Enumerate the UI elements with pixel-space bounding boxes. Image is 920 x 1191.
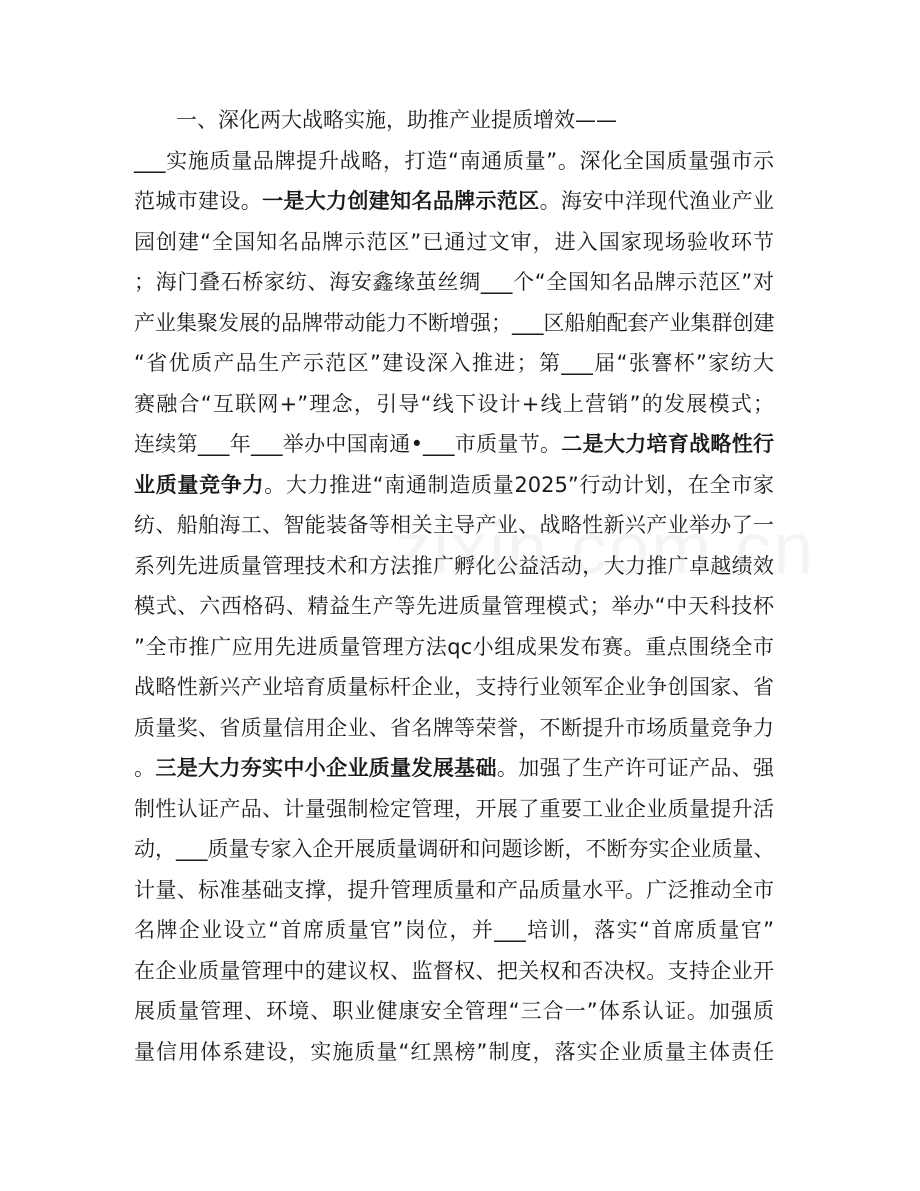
paragraph-line xyxy=(134,708,774,749)
paragraph-line xyxy=(134,222,774,263)
text-segment: 产业集聚发展的品牌带动能力不断增强；___区船舶配套产业集群创建 xyxy=(134,310,775,335)
paragraph-line xyxy=(134,627,774,668)
paragraph-line xyxy=(134,951,774,992)
paragraph-line xyxy=(134,303,774,344)
text-segment: 系列先进质量管理技术和方法推广孵化公益活动，大力推广卓越绩效 xyxy=(134,553,774,578)
text-segment: 量信用体系建设，实施质量“红黑榜”制度，落实企业质量主体责任 xyxy=(134,1039,774,1064)
paragraph-line xyxy=(134,667,774,708)
bold-text-segment: 业质量竞争力 xyxy=(134,472,265,497)
paragraph-line xyxy=(134,748,774,789)
text-segment: 连续第___年___举办中国南通•___市质量节。 xyxy=(134,432,562,456)
text-segment: 在企业质量管理中的建议权、监督权、把关权和否决权。支持企业开 xyxy=(134,958,774,983)
paragraph-line xyxy=(134,465,774,506)
bold-text-segment: 二是大力培育战略性行 xyxy=(561,432,774,456)
text-segment: ___实施质量品牌提升战略，打造“南通质量”。深化全国质量强市示 xyxy=(134,148,774,173)
text-segment: 。 xyxy=(134,756,156,780)
paragraph-line xyxy=(134,546,774,587)
section-heading-line xyxy=(134,100,774,141)
text-segment: ；海门叠石桥家纺、海安鑫缘茧丝绸___个“全国知名品牌示范区”对 xyxy=(134,270,774,294)
text-segment: ”全市推广应用先进质量管理方法qc小组成果发布赛。重点围绕全市 xyxy=(134,634,774,659)
text-segment: 展质量管理、环境、职业健康安全管理“三合一”体系认证。加强质 xyxy=(134,999,774,1023)
text-segment: 。海安中洋现代渔业产业 xyxy=(539,189,775,213)
text-segment: 战略性新兴产业培育质量标杆企业，支持行业领军企业争创国家、省 xyxy=(134,675,774,699)
paragraph-line xyxy=(134,384,774,425)
text-segment: 动，___质量专家入企开展质量调研和问题诊断，不断夯实企业质量、 xyxy=(134,837,775,861)
text-segment: 纺、船舶海工、智能装备等相关主导产业、战略性新兴产业举办了一 xyxy=(134,513,774,537)
paragraph-line xyxy=(134,910,774,951)
paragraph-line xyxy=(134,991,774,1032)
bold-text-segment: 一是大力创建知名品牌示范区 xyxy=(262,189,540,213)
paragraph-line xyxy=(134,1032,774,1073)
text-segment: 范城市建设。 xyxy=(134,189,263,213)
paragraph-line xyxy=(134,424,774,465)
paragraph-line xyxy=(134,789,774,830)
text-segment: 质量奖、省质量信用企业、省名牌等荣誉，不断提升市场质量竞争力 xyxy=(134,715,774,740)
text-segment: 一、深化两大战略实施，助推产业提质增效—— xyxy=(176,108,617,132)
paragraph-line xyxy=(134,262,774,303)
text-segment: 园创建“全国知名品牌示范区”已通过文审，进入国家现场验收环节 xyxy=(134,229,774,254)
text-segment: 名牌企业设立“首席质量官”岗位，并___培训，落实“首席质量官” xyxy=(134,918,774,942)
text-segment: 模式、六西格码、精益生产等先进质量管理模式；举办“中天科技杯 xyxy=(134,594,774,618)
paragraph-line xyxy=(134,505,774,546)
paragraph-line xyxy=(134,870,774,911)
text-segment: 。大力推进“南通制造质量2025”行动计划，在全市家 xyxy=(264,472,775,497)
text-segment: 计量、标准基础支撑，提升管理质量和产品质量水平。广泛推动全市 xyxy=(134,877,774,902)
paragraph-line xyxy=(134,343,774,384)
text-segment: “省优质产品生产示范区”建设深入推进；第___届“张謇杯”家纺大 xyxy=(134,351,774,375)
paragraph-line xyxy=(134,141,774,182)
paragraph-line xyxy=(134,586,774,627)
text-segment: 制性认证产品、计量强制检定管理，开展了重要工业企业质量提升活 xyxy=(134,796,774,821)
bold-text-segment: 三是大力夯实中小企业质量发展基础 xyxy=(155,756,497,780)
document-body xyxy=(134,100,774,1072)
text-segment: 赛融合“互联网+”理念，引导“线下设计+线上营销”的发展模式； xyxy=(134,391,774,416)
paragraph-line xyxy=(134,829,774,870)
text-segment: 。加强了生产许可证产品、强 xyxy=(496,756,775,780)
paragraph-line xyxy=(134,181,774,222)
